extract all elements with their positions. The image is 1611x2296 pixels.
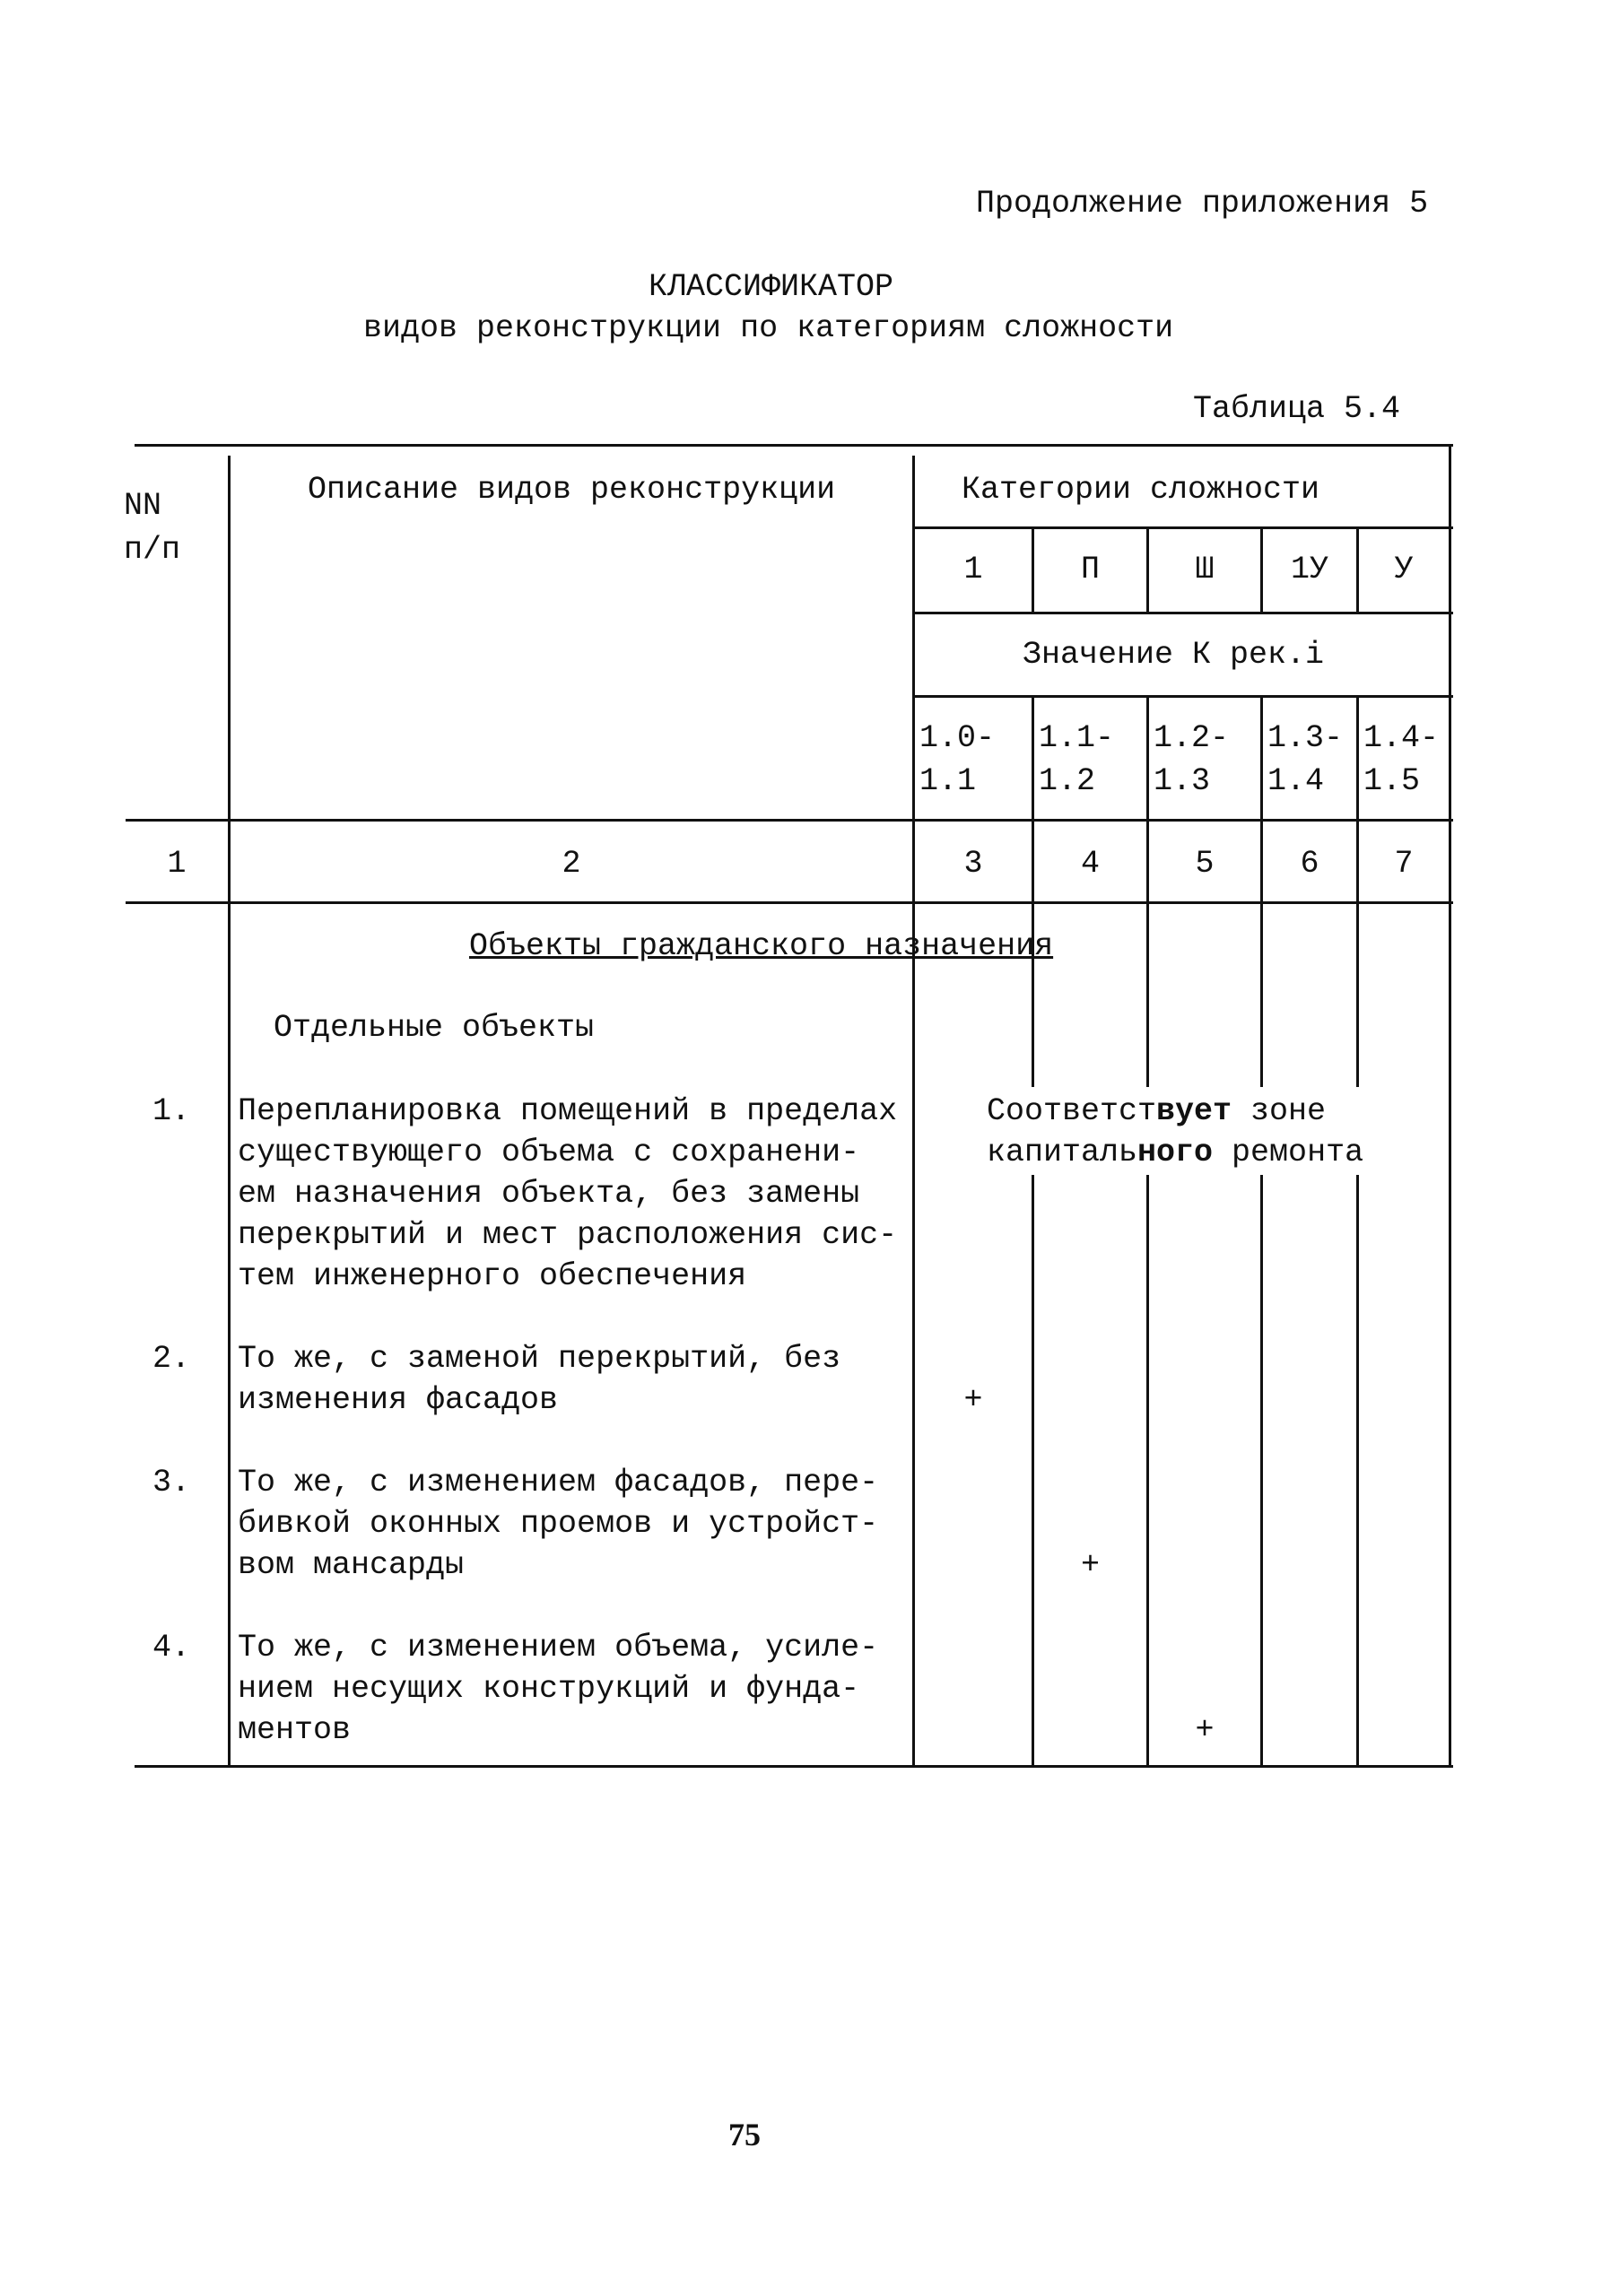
category-4: 1У [1290, 552, 1328, 587]
category-1: 1 [963, 552, 983, 587]
row-1-line-4: перекрытий и мест расположения сис- [238, 1217, 898, 1253]
range-5-to: 1.5 [1363, 763, 1421, 799]
table-top-border [135, 444, 1453, 447]
row-4-mark: + [1195, 1712, 1215, 1748]
range-3-from: 1.2- [1154, 720, 1230, 756]
row-1-line-3: ем назначения объекта, без замены [238, 1176, 860, 1212]
row-4-line-1: То же, с изменением объема, усиле- [238, 1630, 879, 1665]
range-2-to: 1.2 [1039, 763, 1096, 799]
category-2: П [1080, 552, 1100, 587]
row-3-line-1: То же, с изменением фасадов, пере- [238, 1465, 879, 1500]
row-3-line-3: вом мансарды [238, 1547, 465, 1583]
column-numbers-bottom-border [126, 901, 1453, 904]
document-subtitle: видов реконструкции по категориям сложности [363, 310, 1174, 346]
range-2-from: 1.1- [1039, 720, 1115, 756]
nn-header: NN [124, 488, 162, 524]
row-1-number: 1. [152, 1093, 191, 1129]
section-heading: Объекты гражданского назначения [469, 928, 1054, 964]
range-1-to: 1.1 [919, 763, 977, 799]
page-number: 75 [728, 2117, 761, 2152]
row-1-line-5: тем инженерного обеспечения [238, 1258, 747, 1294]
col-number-7: 7 [1394, 846, 1414, 882]
col-number-3: 3 [963, 846, 983, 882]
range-1-from: 1.0- [919, 720, 996, 756]
col-number-2: 2 [562, 846, 581, 882]
document-title: КЛАССИФИКАТОР [649, 269, 894, 305]
row-1-note-line-2: капитального ремонта [987, 1135, 1364, 1170]
row-2-number: 2. [152, 1341, 191, 1377]
range-5-from: 1.4- [1363, 720, 1440, 756]
range-4-to: 1.4 [1267, 763, 1325, 799]
category-3: Ш [1195, 552, 1215, 587]
col-number-6: 6 [1300, 846, 1319, 882]
row-4-line-3: ментов [238, 1712, 352, 1748]
table-bottom-border [135, 1765, 1453, 1768]
row-2-mark: + [963, 1382, 983, 1418]
col-number-1: 1 [167, 846, 187, 882]
row-1-line-1: Перепланировка помещений в пределах [238, 1093, 898, 1129]
row-2-line-2: изменения фасадов [238, 1382, 559, 1418]
coef-header: Значение К рек.i [1023, 637, 1325, 673]
row-2-line-1: То же, с заменой перекрытий, без [238, 1341, 841, 1377]
range-4-from: 1.3- [1267, 720, 1344, 756]
row-4-line-2: нием несущих конструкций и фунда- [238, 1671, 860, 1707]
row-1-line-2: существующего объема с сохранени- [238, 1135, 860, 1170]
range-3-to: 1.3 [1154, 763, 1211, 799]
col-number-4: 4 [1080, 846, 1100, 882]
category-5: У [1394, 552, 1414, 587]
pp-header: п/п [124, 532, 181, 568]
row-3-mark: + [1080, 1547, 1100, 1583]
table-label: Таблица 5.4 [1193, 391, 1401, 427]
row-3-line-2: бивкой оконных проемов и устройст- [238, 1506, 879, 1542]
description-header: Описание видов реконструкции [308, 472, 836, 508]
continuation-note: Продолжение приложения 5 [976, 186, 1429, 222]
row-3-number: 3. [152, 1465, 191, 1500]
col-number-5: 5 [1195, 846, 1215, 882]
categories-header: Категории сложности [962, 472, 1320, 508]
row-1-note-line-1: Соответствует зоне [987, 1093, 1327, 1129]
header-bottom-border [126, 819, 1453, 822]
subsection-heading: Отдельные объекты [274, 1010, 595, 1046]
row-4-number: 4. [152, 1630, 191, 1665]
